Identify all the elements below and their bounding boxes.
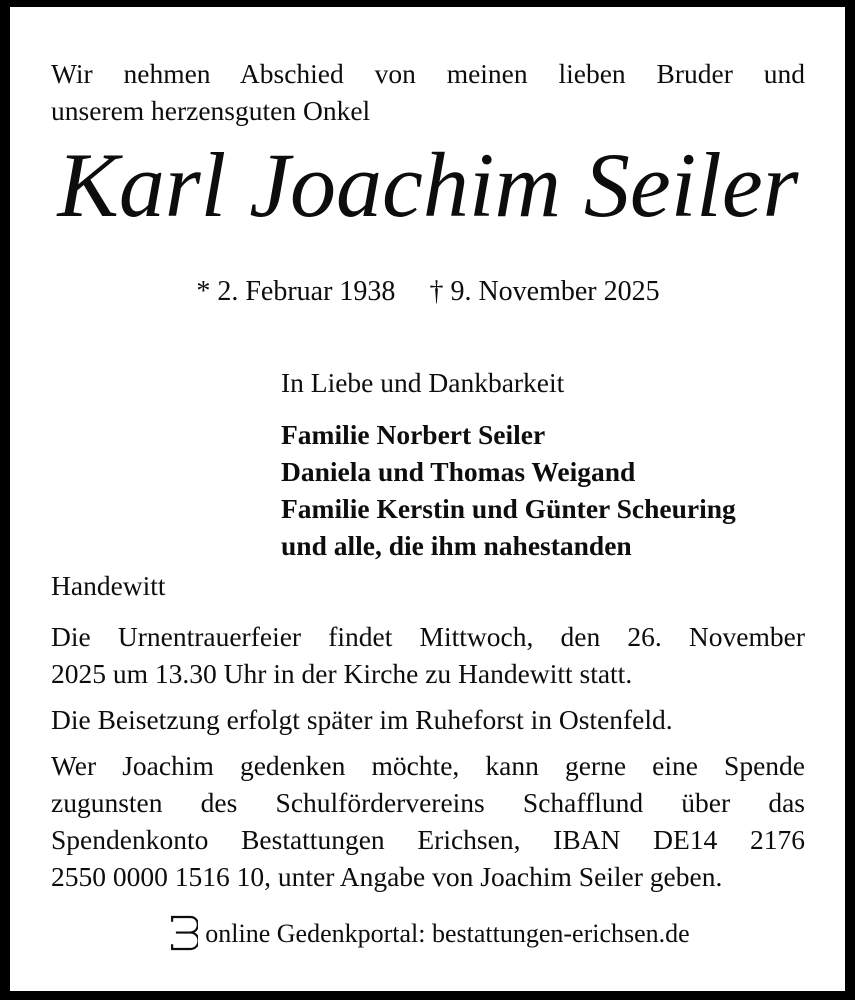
mourner-line: Familie Kerstin und Günter Scheuring	[281, 493, 736, 524]
life-dates	[51, 273, 805, 310]
service-line-1: Die Urnentrauerfeier findet Mittwoch, den 26. November	[51, 621, 805, 652]
mourner-line: Familie Norbert Seiler	[281, 419, 546, 450]
intro-line-2: unserem herzensguten Onkel	[51, 95, 371, 126]
location: Handewitt	[51, 570, 166, 601]
donation-paragraph	[51, 747, 805, 895]
donation-line-3: Spendenkonto Bestattungen Erichsen, IBAN DE14 2176	[51, 824, 805, 855]
erichsen-eb-logo-icon	[166, 912, 198, 954]
memorial-portal-line	[51, 912, 805, 954]
donation-line-2: zugunsten des Schulfördervereins Schafflund über das	[51, 787, 805, 818]
service-line-2: 2025 um 13.30 Uhr in der Kirche zu Handewitt statt.	[51, 658, 633, 689]
burial-paragraph: Die Beisetzung erfolgt später im Ruheforst in Ostenfeld.	[51, 704, 673, 735]
intro-line-1: Wir nehmen Abschied von meinen lieben Bruder und	[51, 58, 805, 89]
donation-line-1: Wer Joachim gedenken möchte, kann gerne eine Spende	[51, 750, 805, 781]
memorial-portal-text: online Gedenkportal: bestattungen-erichsen.de	[205, 918, 690, 948]
closing-block	[281, 364, 805, 564]
mourner-line: und alle, die ihm nahestanden	[281, 530, 632, 561]
service-paragraph	[51, 618, 805, 692]
deceased-name: Karl Joachim Seiler	[57, 134, 799, 236]
mourner-line: Daniela und Thomas Weigand	[281, 456, 636, 487]
donation-line-4: 2550 0000 1516 10, unter Angabe von Joachim Seiler geben.	[51, 861, 723, 892]
intro-paragraph	[51, 55, 805, 129]
mourners-list	[281, 416, 805, 564]
closing-phrase: In Liebe und Dankbarkeit	[281, 367, 565, 398]
birth-date: * 2. Februar 1938	[196, 276, 396, 307]
death-date: † 9. November 2025	[429, 276, 660, 307]
